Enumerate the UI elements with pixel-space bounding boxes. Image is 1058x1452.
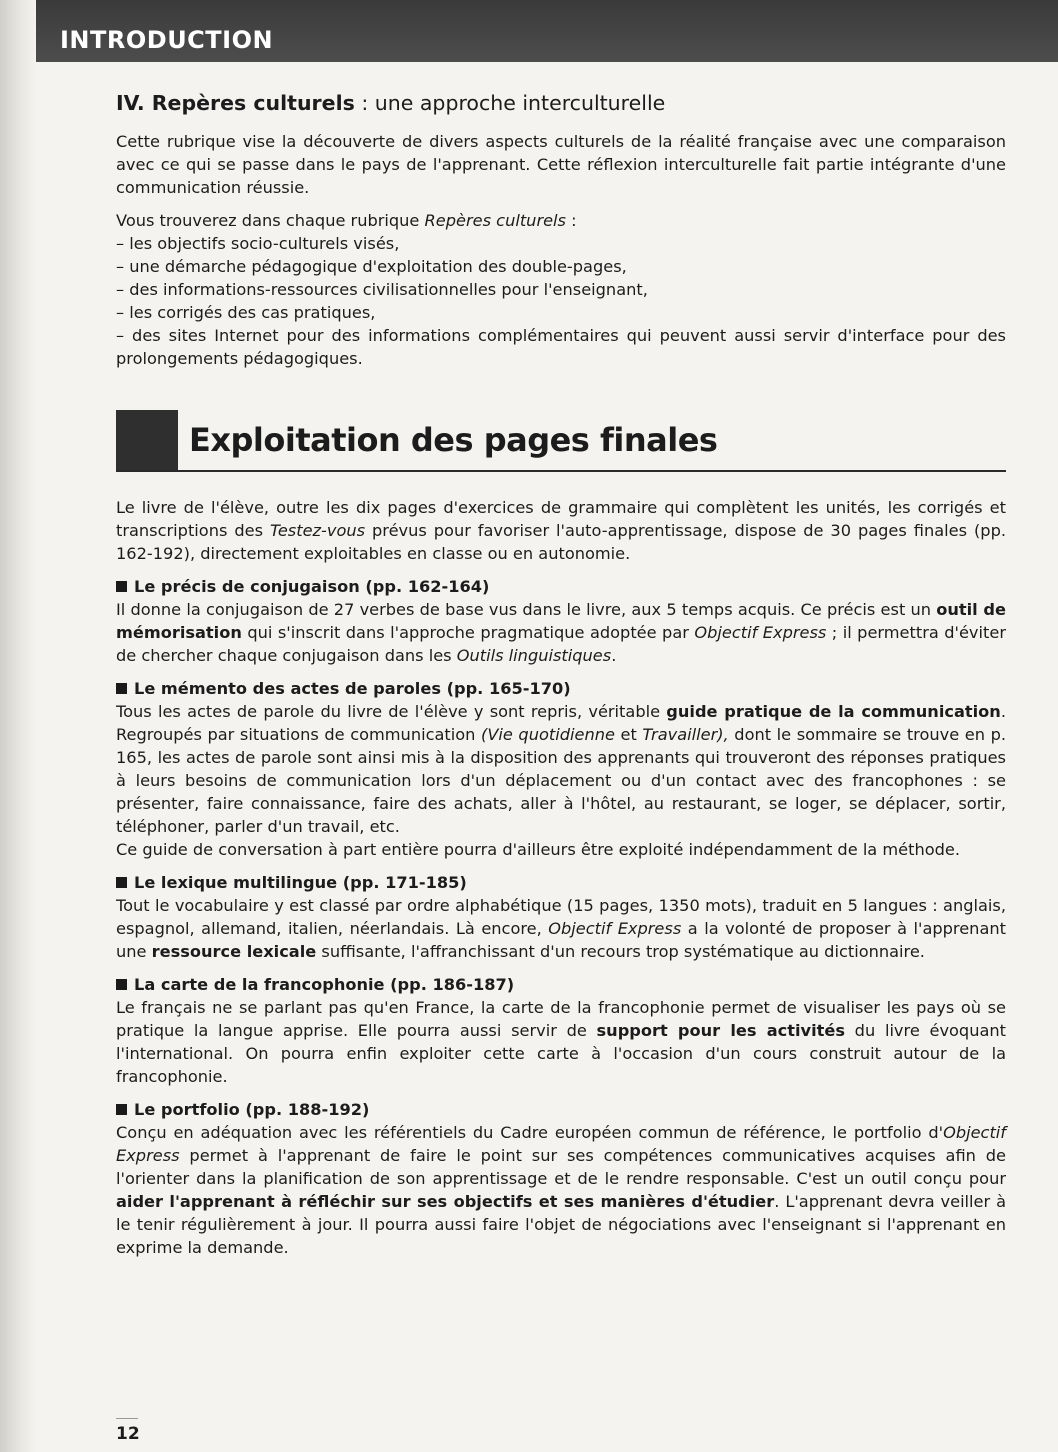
italic-segment: Outils linguistiques <box>456 646 612 665</box>
text-segment: . <box>611 646 617 665</box>
page-content <box>116 88 1006 1259</box>
square-bullet-icon <box>116 979 127 990</box>
main-section-heading <box>116 410 1006 472</box>
intro-text-b: prévus pour favoriser l'auto-apprentissage, dispose de 30 pages finales (pp. 162-192), directement exploitables en classe ou en autonomie. <box>116 521 1006 563</box>
subsection-title-memento <box>116 677 1006 700</box>
text-segment: Tous les actes de parole du livre de l'élève y sont repris, véritable <box>116 702 667 721</box>
square-bullet-icon <box>116 683 127 694</box>
text-segment: Il donne la conjugaison de 27 verbes de base vus dans le livre, aux 5 temps acquis. Ce précis est un <box>116 600 937 619</box>
page-number-rule <box>116 1418 138 1419</box>
section-iv-paragraph: Cette rubrique vise la découverte de divers aspects culturels de la réalité française avec une comparaison avec ce qui se passe dans le pays de l'apprenant. Cette réflexion interculturelle fait partie intégrante d'une communication réussie. <box>116 132 1006 197</box>
square-bullet-icon <box>116 1104 127 1115</box>
text-segment: suffisante, l'affranchissant d'un recours trop systématique au dictionnaire. <box>316 942 925 961</box>
subsection-title-carte <box>116 973 1006 996</box>
text-segment: du livre évoquant l'international. On pourra enfin exploiter cette carte à l'occasion d'un cours construit autour de la francophonie. <box>116 1021 1006 1086</box>
bold-segment: guide pratique de la communication <box>666 702 1001 721</box>
memento-paragraph-2: Ce guide de conversation à part entière pourra d'ailleurs être exploité indépendamment de la méthode. <box>116 840 960 859</box>
list-item: – des sites Internet pour des informations complémentaires qui peuvent aussi servir d'interface pour des prolongements pédagogiques. <box>116 326 1006 368</box>
text-segment: dont le sommaire se trouve en p. 165, les actes de parole sont ainsi mis à la disposition des apprenants qui trouveront des réponses pratiques à leurs besoins de communication lors d'un déplacement ou d'un contact avec des francophones : se présenter, faire connaissance, faire des achats, aller à l'hôtel, au restaurant, se loger, se déplacer, sortir, téléphoner, parler d'un travail, etc. <box>116 725 1006 836</box>
subsection-title-lexique <box>116 871 1006 894</box>
bold-segment: support pour les activités <box>596 1021 845 1040</box>
list-item: – les corrigés des cas pratiques, <box>116 303 376 322</box>
square-bullet-icon <box>116 581 127 592</box>
heading-square-marker <box>116 410 178 470</box>
text-segment: Tout le vocabulaire y est classé par ordre alphabétique (15 pages, 1350 mots), traduit en 5 langues : anglais, espagnol, allemand, italien, néerlandais. Là encore, <box>116 896 1006 938</box>
list-intro-text: Vous trouverez dans chaque rubrique <box>116 211 425 230</box>
section-iv-heading <box>116 88 1006 118</box>
list-intro-italic: Repères culturels <box>424 211 566 230</box>
text-segment: . L'apprenant devra veiller à le tenir régulièrement à jour. Il pourra aussi faire l'objet de négociations avec l'enseignant si l'apprenant en exprime la demande. <box>116 1192 1006 1257</box>
italic-segment: Objectif Express <box>548 919 682 938</box>
subsection-title-text: La carte de la francophonie (pp. 186-187) <box>134 975 515 994</box>
chapter-title: INTRODUCTION <box>60 26 274 54</box>
list-item: – une démarche pédagogique d'exploitation des double-pages, <box>116 257 627 276</box>
section-iv-heading-rest: : une approche interculturelle <box>354 91 666 115</box>
bold-segment: aider l'apprenant à réfléchir sur ses objectifs et ses manières d'étudier <box>116 1192 775 1211</box>
carte-paragraph <box>116 996 1006 1088</box>
subsection-title-text: Le précis de conjugaison (pp. 162-164) <box>134 577 490 596</box>
subsection-title-conjugaison <box>116 575 1006 598</box>
list-item: – des informations-ressources civilisationnelles pour l'enseignant, <box>116 280 648 299</box>
text-segment: Le français ne se parlant pas qu'en France, la carte de la francophonie permet de visualiser les pays où se pratique la langue apprise. Elle pourra aussi servir de <box>116 998 1006 1040</box>
intro-italic: Testez-vous <box>269 521 366 540</box>
list-intro-end: : <box>566 211 577 230</box>
page-gutter-shadow <box>0 0 36 1452</box>
page-number: 12 <box>116 1424 140 1444</box>
subsection-title-text: Le portfolio (pp. 188-192) <box>134 1100 370 1119</box>
subsection-title-text: Le mémento des actes de paroles (pp. 165-170) <box>134 679 571 698</box>
text-segment: et <box>614 725 643 744</box>
text-segment: Conçu en adéquation avec les référentiels du Cadre européen commun de référence, le portfolio d' <box>116 1123 944 1142</box>
italic-segment: Objectif Express <box>116 1123 1006 1165</box>
memento-paragraph <box>116 700 1006 838</box>
text-segment: . Regroupés par situations de communication <box>116 702 1006 744</box>
bold-segment: outil de mémorisation <box>116 600 1007 642</box>
text-segment: ; il permettra d'éviter de chercher chaque conjugaison dans les <box>116 623 1006 665</box>
subsection-title-portfolio <box>116 1098 1006 1121</box>
list-item: – les objectifs socio-culturels visés, <box>116 234 400 253</box>
lexique-paragraph <box>116 894 1006 963</box>
intro-text-a: Le livre de l'élève, outre les dix pages d'exercices de grammaire qui complètent les unités, les corrigés et transcriptions des <box>116 498 1006 540</box>
square-bullet-icon <box>116 877 127 888</box>
text-segment: permet à l'apprenant de faire le point sur ses compétences communicatives acquises afin de l'orienter dans la planification de son apprentissage et de le rendre responsable. C'est un outil conçu pour <box>116 1146 1006 1188</box>
chapter-header-bar <box>36 0 1058 62</box>
italic-segment: Objectif Express <box>694 623 827 642</box>
subsection-title-text: Le lexique multilingue (pp. 171-185) <box>134 873 467 892</box>
bold-segment: ressource lexicale <box>151 942 317 961</box>
italic-segment: Travailler), <box>642 725 729 744</box>
main-heading-text: Exploitation des pages finales <box>189 421 718 459</box>
section-iv-list-intro <box>116 209 1006 232</box>
section-iv-heading-bold: IV. Repères culturels <box>116 91 355 115</box>
text-segment: a la volonté de proposer à l'apprenant une <box>116 919 1006 961</box>
conjugaison-paragraph <box>116 598 1006 667</box>
portfolio-paragraph <box>116 1121 1006 1259</box>
italic-segment: (Vie quotidienne <box>481 725 615 744</box>
text-segment: qui s'inscrit dans l'approche pragmatique adoptée par <box>241 623 695 642</box>
main-intro-paragraph <box>116 496 1006 565</box>
